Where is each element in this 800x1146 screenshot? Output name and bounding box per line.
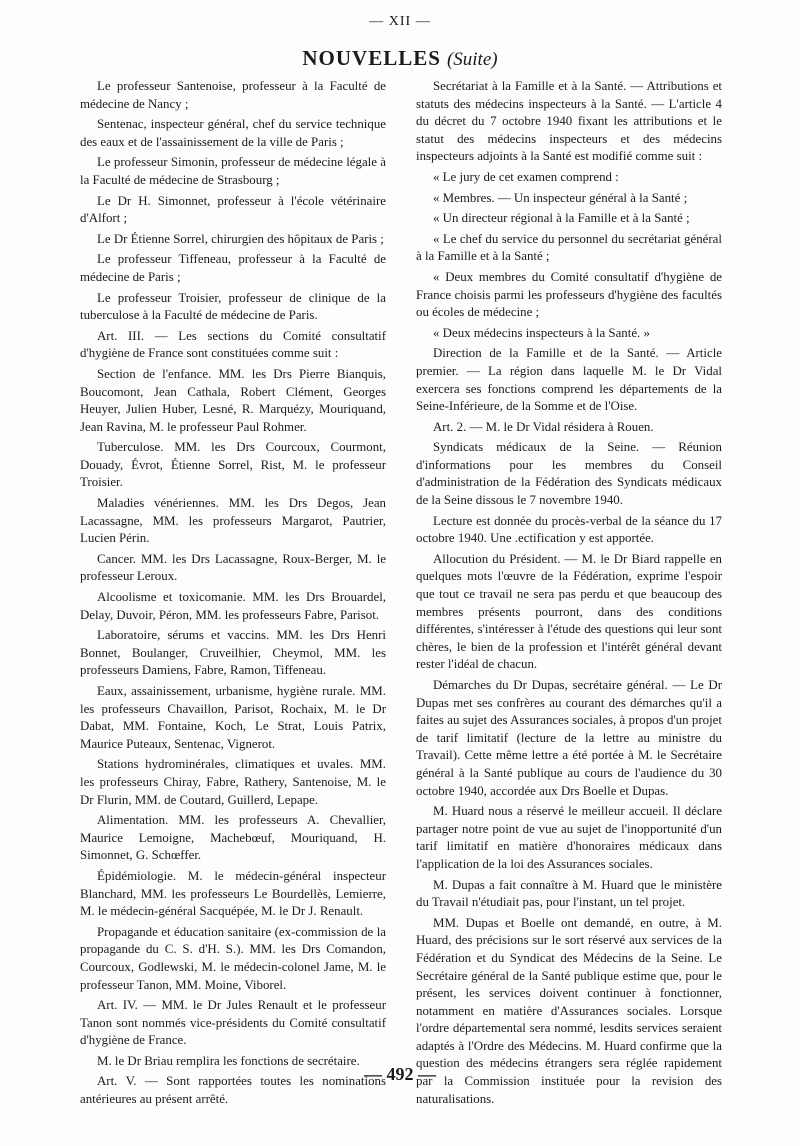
paragraph: M. Huard nous a réservé le meilleur accueil. Il déclare partager notre point de vue au sujet de l'inopportunité d'un tarif limitatif en matière d'honoraires médicaux dans l'application de la loi des Assurances sociales. bbox=[416, 804, 722, 871]
paragraph: Secrétariat à la Famille et à la Santé. — Attributions et statuts des médecins inspecteurs à la Santé. — L'article 4 du décret du 7 octobre 1940 fixant les attributions et le statut des médecins inspecteurs et des médecins inspecteurs adjoints à la Santé est modifié comme suit : bbox=[416, 79, 722, 164]
paragraph: Eaux, assainissement, urbanisme, hygiène rurale. MM. les professeurs Chavaillon, Parisot, Rochaix, M. le Dr Dabat, MM. Fontaine, Koch, Le Strat, Louis Patrix, Maurice Puteaux, Sentenac, Vignerot. bbox=[80, 684, 386, 751]
paragraph: Laboratoire, sérums et vaccins. MM. les Drs Henri Bonnet, Boulanger, Cruveilhier, Cheymol, MM. les professeurs Damiens, Fabre, Ramon, Tiffeneau. bbox=[80, 628, 386, 678]
paragraph: MM. Dupas et Boelle ont demandé, en outre, à M. Huard, des précisions sur le sort réservé aux services de la Fédération et du Syndicat des Médecins de la Seine. Le Secrétaire général de la Santé publique estime que, pour le présent, les services doivent continuer à fonctionner, notamment en matière d'Assurances sociales. Lorsque l'ordre départemental sera nommé, lesdits services seraient adaptés à l'Ordre des Médecins. M. Huard confirme que la question des médecins étrangers sera réglée rapidement par la Commission instituée pour la revision des naturalisations. bbox=[416, 915, 722, 1106]
paragraph: Direction de la Famille et de la Santé. — Article premier. — La région dans laquelle M. le Dr Vidal exercera ses fonctions comprend les départements de la Seine-Inférieure, de la Somme et de l'Oise. bbox=[416, 346, 722, 414]
paragraph: Le Dr Étienne Sorrel, chirurgien des hôpitaux de Paris ; bbox=[97, 231, 384, 246]
paragraph: Allocution du Président. — M. le Dr Biard rappelle en quelques mots l'œuvre de la Fédération, exprime l'espoir que tout ce travail ne sera pas perdu et que beaucoup des membres présents pourront, dans des conditions différentes, s'intéresser à l'étude des questions qui leur sont chères, le bien de la profession et l'intérêt général devant rester l'idéal de chacun. bbox=[416, 551, 722, 672]
page-number: — 492 — bbox=[364, 1064, 436, 1084]
paragraph: Art. 2. — M. le Dr Vidal résidera à Rouen. bbox=[433, 419, 654, 434]
paragraph: Le professeur Tiffeneau, professeur à la Faculté de médecine de Paris ; bbox=[80, 252, 386, 284]
left-column bbox=[80, 78, 386, 1112]
paragraph: Propagande et éducation sanitaire (ex-commission de la propagande du C. S. d'H. S.). MM. les Drs Comandon, Courcoux, Godlewski, M. le médecin-colonel Jame, M. le professeur Tanon, MM. Moine, Viborel. bbox=[80, 924, 386, 992]
paragraph: M. Dupas a fait connaître à M. Huard que le ministère du Travail n'étudiait pas, pour l'instant, un tel projet. bbox=[416, 877, 722, 910]
paragraph: Syndicats médicaux de la Seine. — Réunion d'informations pour les membres du Conseil d'administration de la Fédération des Syndicats médicaux de la Seine dissous le 7 novembre 1940. bbox=[416, 440, 722, 508]
paragraph: « Un directeur régional à la Famille et à la Santé ; bbox=[433, 211, 690, 226]
paragraph: « Le jury de cet examen comprend : bbox=[433, 169, 619, 184]
paragraph: Cancer. MM. les Drs Lacassagne, Roux-Berger, M. le professeur Leroux. bbox=[80, 551, 386, 584]
title-text: NOUVELLES bbox=[302, 46, 441, 70]
paragraph: Maladies vénériennes. MM. les Drs Degos, Jean Lacassagne, MM. les professeurs Margarot, Pautrier, Lucien Périn. bbox=[80, 496, 386, 546]
paragraph: Art. IV. — MM. le Dr Jules Renault et le professeur Tanon sont nommés vice-présidents du Comité consultatif d'hygiène de France. bbox=[80, 998, 386, 1048]
paragraph: Art. V. — Sont rapportées toutes les nominations antérieures au présent arrêté. bbox=[80, 1074, 386, 1107]
paragraph: « Membres. — Un inspecteur général à la Santé ; bbox=[433, 190, 688, 205]
paragraph: M. le Dr Briau remplira les fonctions de secrétaire. bbox=[97, 1053, 360, 1068]
paragraph: Le professeur Troisier, professeur de clinique de la tuberculose à la Faculté de médecine de Paris. bbox=[80, 290, 386, 323]
paragraph: Tuberculose. MM. les Drs Courcoux, Courmont, Douady, Évrot, Étienne Sorrel, Rist, M. le professeur Troisier. bbox=[80, 440, 386, 490]
paragraph: Le professeur Santenoise, professeur à la Faculté de médecine de Nancy ; bbox=[80, 79, 386, 111]
paragraph: Alimentation. MM. les professeurs A. Chevallier, Maurice Lemoigne, Machebœuf, Mouriquand, H. Simonnet, G. Schœffer. bbox=[80, 813, 386, 863]
paragraph: Épidémiologie. M. le médecin-général inspecteur Blanchard, MM. les professeurs Le Bourdellès, Lemierre, M. le médecin-général Sacquépée, M. le Dr J. Renault. bbox=[80, 868, 386, 919]
paragraph: Alcoolisme et toxicomanie. MM. les Drs Brouardel, Delay, Duvoir, Péron, MM. les professeurs Fabre, Parisot. bbox=[80, 590, 386, 622]
paragraph: Section de l'enfance. MM. les Drs Pierre Bianquis, Boucomont, Jean Cathala, Robert Clément, Georges Heuyer, Julien Huber, Lesné, R. Marquézy, Mouriquand, Jean Ravina, M. le professeur Paul Rohmer. bbox=[80, 366, 386, 434]
paragraph: Lecture est donnée du procès-verbal de la séance du 17 octobre 1940. Une .ectification y est apportée. bbox=[416, 513, 722, 546]
paragraph: « Le chef du service du personnel du secrétariat général à la Famille et à la Santé ; bbox=[416, 231, 722, 264]
paragraph: Stations hydrominérales, climatiques et uvales. MM. les professeurs Chiray, Fabre, Rathery, Santenoise, M. le Dr Flurin, MM. de Coutard, Guillerd, Lepape. bbox=[80, 757, 386, 807]
paragraph: « Deux médecins inspecteurs à la Santé. » bbox=[433, 325, 650, 340]
page-title bbox=[0, 46, 800, 71]
title-suite: (Suite) bbox=[446, 49, 498, 70]
paragraph: Le professeur Simonin, professeur de médecine légale à la Faculté de médecine de Strasbourg ; bbox=[80, 155, 386, 187]
page-roman-numeral: — XII — bbox=[369, 14, 431, 29]
paragraph: Démarches du Dr Dupas, secrétaire général. — Le Dr Dupas met ses confrères au courant des démarches qu'il a faites au sujet des Assurances sociales, à propos d'un projet de tarif limitatif (lecture de la lettre au ministre du Travail). Cette même lettre a été portée à M. le Secrétaire général à la Santé publique au cours de l'audience du 30 octobre 1940, accordée aux Drs Boelle et Dupas. bbox=[416, 678, 722, 798]
paragraph: « Deux membres du Comité consultatif d'hygiène de France choisis parmi les professeurs d'hygiène des facultés ou écoles de médecine ; bbox=[416, 269, 722, 320]
paragraph: Le Dr H. Simonnet, professeur à l'école vétérinaire d'Alfort ; bbox=[80, 193, 386, 226]
paragraph: Sentenac, inspecteur général, chef du service technique des eaux et de l'assainissement de la ville de Paris ; bbox=[80, 117, 386, 149]
paragraph: Art. III. — Les sections du Comité consultatif d'hygiène de France sont constituées comme suit : bbox=[80, 328, 386, 361]
right-column bbox=[416, 78, 722, 1111]
